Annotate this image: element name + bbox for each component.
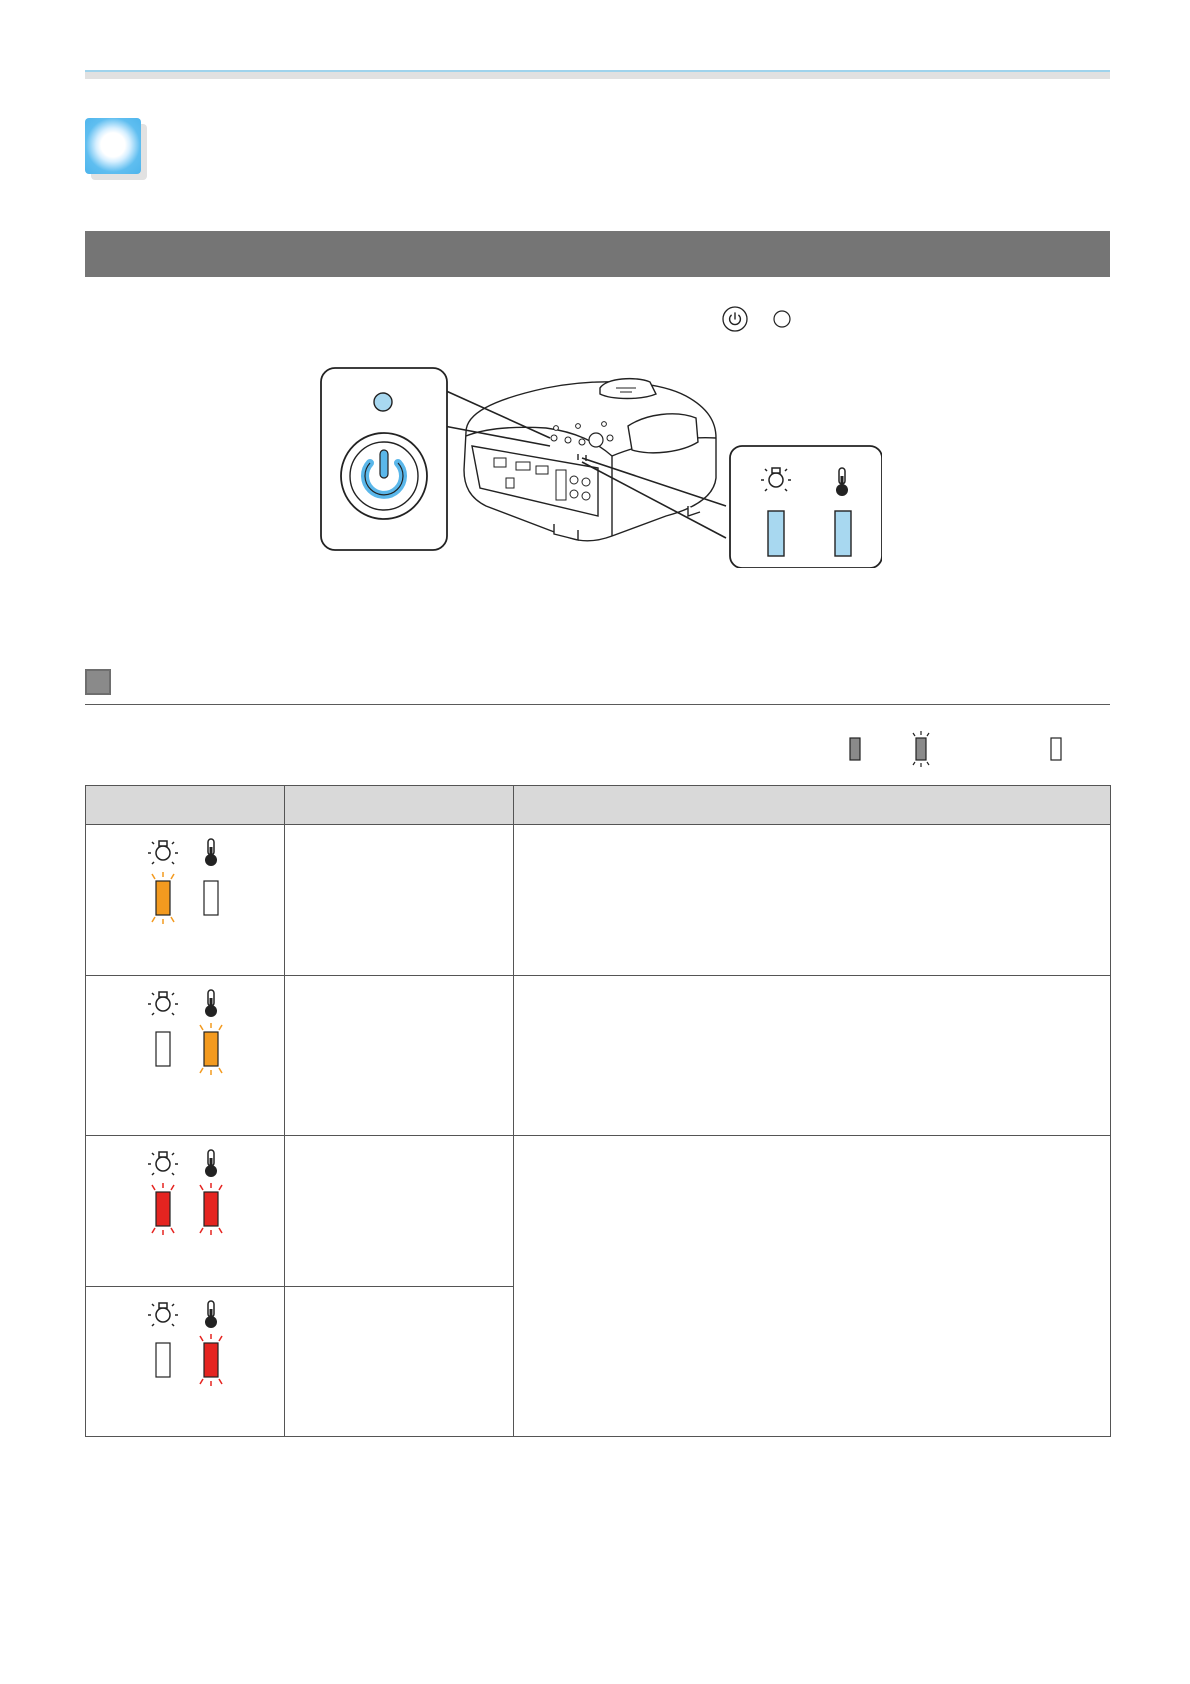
- indicator-graphic: [141, 1299, 229, 1399]
- lamp-icon: [148, 1303, 178, 1326]
- lamp-indicator: [152, 872, 174, 924]
- lamp-icon: [148, 841, 178, 864]
- section-heading-bar: [85, 231, 1110, 277]
- table-row: [86, 825, 1111, 976]
- status-cell: [285, 1136, 514, 1287]
- power-button-icon: [722, 306, 748, 332]
- chapter-bulb-icon: [85, 118, 141, 174]
- thermometer-icon: [205, 839, 217, 866]
- indicator-cell: [86, 976, 285, 1136]
- thermometer-icon: [205, 1301, 217, 1328]
- temp-indicator: [835, 511, 851, 556]
- indicator-cell: [86, 1287, 285, 1437]
- temp-indicator: [204, 881, 218, 915]
- temp-indicator: [200, 1183, 222, 1235]
- lamp-indicator: [768, 511, 784, 556]
- lamp-indicator: [156, 1032, 170, 1066]
- indicator-cell: [86, 825, 285, 976]
- status-cell: [285, 1287, 514, 1437]
- column-header-indicator: [86, 786, 285, 825]
- indicator-circle-icon: [773, 310, 791, 328]
- lamp-indicator: [156, 1343, 170, 1377]
- indicator-graphic: [141, 988, 229, 1088]
- lamp-icon: [148, 1152, 178, 1175]
- lit-indicator-icon: [848, 736, 862, 762]
- status-cell: [285, 825, 514, 976]
- subsection-marker: [85, 669, 111, 695]
- thermometer-icon: [205, 1150, 217, 1177]
- thermometer-icon: [205, 990, 217, 1017]
- indicator-status-table: [85, 785, 1111, 1437]
- temp-indicator: [200, 1023, 222, 1075]
- projector-illustration: [316, 366, 882, 568]
- projector-body: [464, 379, 716, 541]
- lamp-indicator: [152, 1183, 174, 1235]
- status-cell: [285, 976, 514, 1136]
- callout-power-button: [321, 368, 447, 550]
- indicator-graphic: [141, 837, 229, 937]
- indicator-graphic: [141, 1148, 229, 1248]
- lamp-icon: [148, 992, 178, 1015]
- remedy-cell: [514, 976, 1111, 1136]
- flashing-indicator-icon: [908, 730, 934, 768]
- table-row: [86, 976, 1111, 1136]
- remedy-cell: [514, 825, 1111, 976]
- callout-indicators: [730, 446, 882, 568]
- remedy-cell: [514, 1136, 1111, 1437]
- table-header-row: [86, 786, 1111, 825]
- column-header-status: [285, 786, 514, 825]
- indicator-cell: [86, 1136, 285, 1287]
- column-header-remedy: [514, 786, 1111, 825]
- temp-indicator: [200, 1334, 222, 1386]
- power-indicator: [374, 393, 392, 411]
- subsection-rule: [85, 704, 1110, 705]
- table-row: [86, 1136, 1111, 1287]
- header-rule: [85, 70, 1110, 79]
- off-indicator-icon: [1049, 736, 1063, 762]
